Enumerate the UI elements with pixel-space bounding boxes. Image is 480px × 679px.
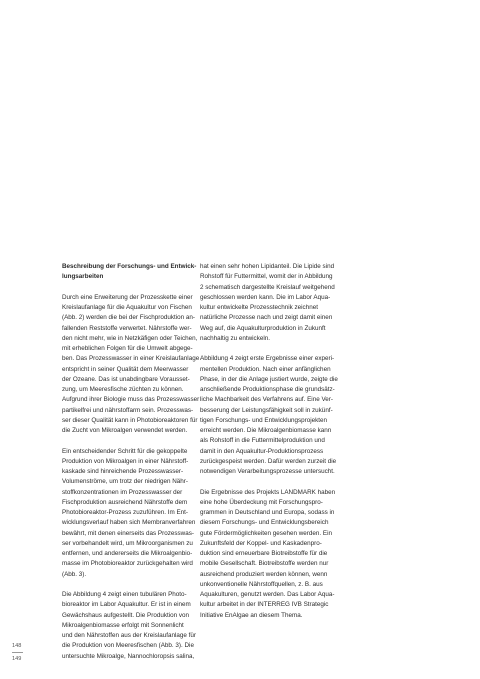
text-line: Die Ergebnisse des Projekts LANDMARK haben	[200, 488, 336, 496]
text-line: fallenden Reststoffe verwertet. Nährstoffe wer-	[62, 324, 192, 332]
text-line: nachhaltig zu entwickeln.	[200, 334, 271, 342]
text-line: Aufgrund ihrer Biologie muss das Prozesswasser	[62, 396, 200, 404]
page-number-divider	[12, 652, 23, 653]
text-line: grammen in Deutschland und Europa, sodass in	[200, 509, 335, 516]
text-line: Weg auf, die Aquakulturproduktion in Zukunft	[200, 324, 326, 332]
text-line: untersuchte Mikroalge, Nannochloropsis salina,	[62, 652, 195, 660]
text-line: (Abb. 2) werden die bei der Fischproduktion an-	[62, 314, 196, 322]
text-line: eine hohe Überdeckung mit Forschungspro-	[200, 498, 323, 506]
text-line: Volumenströme, um trotz der niedrigen Nähr-	[62, 478, 188, 486]
text-line: Die Abbildung 4 zeigt einen tubulären Photo-	[62, 591, 187, 598]
text-line: zung, um Meeresfische züchten zu können.	[62, 386, 184, 393]
text-line: Initiative EnAlgae an diesem Thema.	[200, 611, 303, 619]
text-line: ser dieser Qualität kann in Photobioreaktoren für	[62, 416, 198, 424]
text-line: (Abb. 3).	[62, 570, 87, 578]
text-line: entfernen, und andererseits die Mikroalgenbio-	[62, 550, 193, 557]
text-line: Ein entscheidender Schritt für die gekoppelte	[62, 447, 188, 455]
text-line: Fischproduktion ausreichend Nährstoffe dem	[62, 498, 188, 506]
text-line: und den Nährstoffen aus der Kreislaufanlage für	[62, 632, 196, 639]
text-line: Mikroalgenbiomasse erfolgt mit Sonnenlicht	[62, 621, 184, 629]
text-line: mentellen Produktion. Nach einer anfänglichen	[200, 365, 331, 373]
text-line: ben. Das Prozesswasser in einer Kreislaufanlage	[62, 355, 200, 363]
left-paragraphs	[62, 293, 220, 662]
text-line: duktion sind erneuerbare Biotreibstoffe für die	[200, 550, 328, 557]
text-line: geschlossen werden kann. Die im Labor Aqua-	[200, 293, 331, 301]
text-line: notwendigen Verarbeitungsprozesse untersucht.	[200, 468, 335, 475]
heading-line: lungsarbeiten	[62, 273, 104, 281]
text-line: der Ozeane. Das ist unabdingbare Vorausset-	[62, 375, 190, 383]
text-line: kultur arbeitet in der INTERREG IVB Strategic	[200, 601, 329, 609]
text-line: als Rohstoff in die Futtermittelproduktion und	[200, 437, 325, 445]
text-line: Phase, in der die Anlage justiert wurde, zeigte die	[200, 375, 338, 383]
text-line: Photobioreaktor-Prozess zuzuführen. Im Ent-	[62, 509, 188, 516]
text-line: erreicht werden. Die Mikroalgenbiomasse kann	[200, 427, 332, 434]
text-line: Gewächshaus aufgestellt. Die Produktion von	[62, 611, 190, 619]
text-line: kaskade sind hinreichende Prozesswasser-	[62, 468, 184, 475]
text-line: liche Machbarkeit des Verfahrens auf. Eine Ver-	[200, 396, 334, 404]
text-line: tigen Forschungs- und Entwicklungsprojekten	[200, 416, 328, 424]
text-line: Abbildung 4 zeigt erste Ergebnisse einer experi-	[200, 355, 335, 363]
text-line: 2 schematisch dargestellte Kreislauf weitgehend	[200, 283, 335, 291]
text-line: bioreaktor im Labor Aquakultur. Er ist in einem	[62, 601, 191, 609]
text-line: diesem Forschungs- und Entwicklungsbereich	[200, 519, 329, 527]
page-number-top: 148	[12, 643, 22, 649]
section-heading	[62, 262, 220, 283]
text-line: mit erheblichen Folgen für die Umwelt abgege-	[62, 345, 193, 352]
text-line: masse im Photobioreaktor zurückgehalten wird	[62, 560, 193, 568]
text-line: partikelfrei und nährstoffarm sein. Prozesswas-	[62, 406, 194, 414]
text-line: Produktion von Mikroalgen in einer Nährstoff-	[62, 457, 189, 465]
text-line: den nicht mehr, wie in Netzkäfigen oder Teichen,	[62, 334, 198, 342]
text-line: besserung der Leistungsfähigkeit soll in zukünf-	[200, 406, 333, 414]
text-line: unkonventionelle Nährstoffquellen, z. B. aus	[200, 580, 323, 588]
heading-line: Beschreibung der Forschungs- und Entwick-	[62, 263, 197, 270]
right-paragraphs	[200, 262, 358, 621]
right-text-column	[200, 262, 358, 631]
text-line: zurückgespeist werden. Dafür werden zurzeit die	[200, 457, 337, 465]
page-number-bottom: 149	[12, 656, 22, 662]
paragraph	[62, 447, 220, 580]
text-line: die Zucht von Mikroalgen verwendet werden.	[62, 427, 188, 434]
paragraph	[62, 590, 220, 662]
text-line: damit in den Aquakultur-Produktionsprozess	[200, 447, 324, 455]
text-line: entspricht in seiner Qualität dem Meerwasser	[62, 365, 189, 373]
text-line: gute Fördermöglichkeiten gesehen werden. Ein	[200, 529, 332, 537]
paragraph	[62, 293, 220, 437]
text-line: ser vorbehandelt wird, um Mikroorganismen zu	[62, 539, 193, 547]
paragraph	[200, 488, 358, 621]
paragraph	[200, 354, 358, 477]
text-line: Rohstoff für Futtermittel, womit der in Abbildung	[200, 273, 333, 281]
text-line: wicklungsverlauf haben sich Membranverfahren	[62, 519, 196, 527]
text-line: mobile Gesellschaft. Biotreibstoffe werden nur	[200, 560, 329, 568]
text-line: bewährt, mit denen einerseits das Prozesswas-	[62, 529, 194, 537]
text-line: ausreichend produziert werden können, wenn	[200, 570, 328, 578]
text-line: Aquakulturen, genutzt werden. Das Labor Aqua-	[200, 591, 335, 598]
text-line: hat einen sehr hohen Lipidanteil. Die Lipide sind	[200, 263, 335, 270]
text-line: Durch eine Erweiterung der Prozesskette einer	[62, 293, 193, 301]
left-text-column	[62, 262, 220, 672]
text-line: kultur entwickelte Prozesstechnik zeichnet	[200, 304, 318, 311]
text-line: natürliche Prozesse nach und zeigt damit einen	[200, 314, 333, 322]
text-line: Kreislaufanlage für die Aquakultur von Fischen	[62, 304, 192, 311]
text-line: Zukunftsfeld der Koppel- und Kaskadenpro-	[200, 539, 322, 547]
text-line: die Produktion von Meeresfischen (Abb. 3). Die	[62, 642, 194, 650]
text-line: stoffkonzentrationen im Prozesswasser der	[62, 488, 183, 496]
paragraph	[200, 262, 358, 344]
text-line: anschließende Produktionsphase die grundsätz-	[200, 386, 335, 393]
